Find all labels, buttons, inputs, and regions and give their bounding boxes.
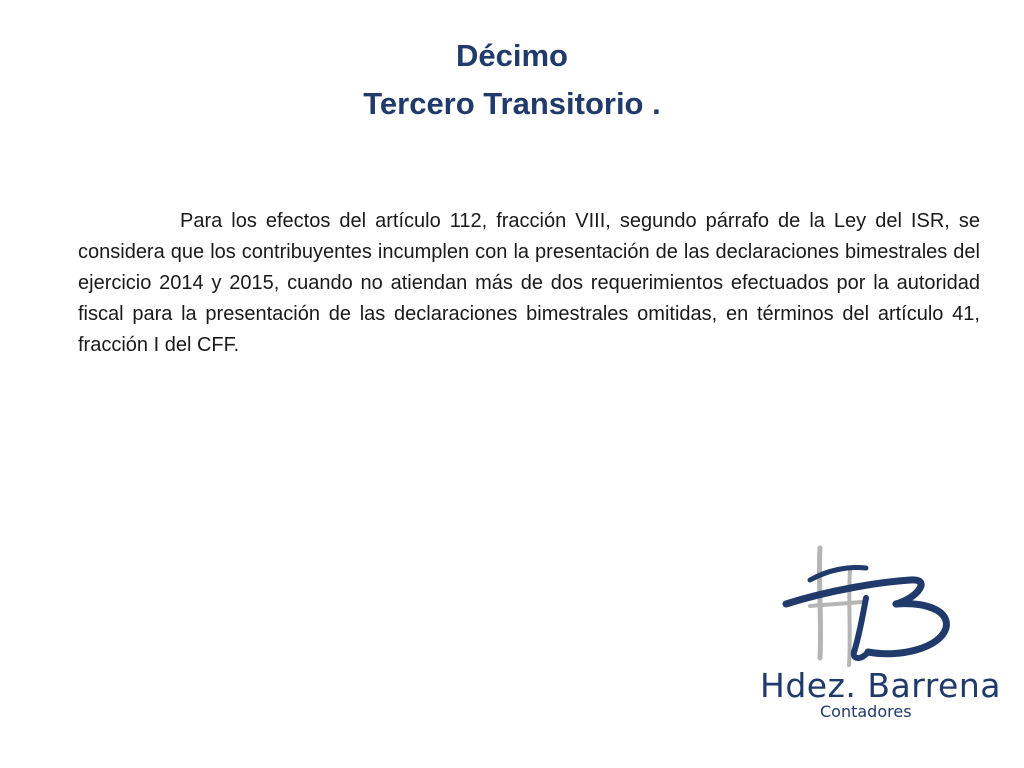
slide-title xyxy=(0,32,1024,128)
company-logo xyxy=(750,540,1000,730)
title-line-1: Décimo xyxy=(456,38,568,73)
logo-mark-icon xyxy=(750,540,1000,670)
title-line-2: Tercero Transitorio . xyxy=(363,86,661,121)
body-paragraph: Para los efectos del artículo 112, fracción VIII, segundo párrafo de la Ley del ISR, se considera que los contribuyentes incumplen con la presentación de las declaraciones bimestrales del ejercicio 2014 y 2015, cuando no atiendan más de dos requerimientos efectuados por la autoridad fiscal para la presentación de las declaraciones bimestrales omitidas, en términos del artículo 41, fracción I del CFF. xyxy=(78,210,980,356)
logo-name: Hdez. Barrena xyxy=(760,666,1001,705)
logo-subtitle: Contadores xyxy=(820,702,912,721)
